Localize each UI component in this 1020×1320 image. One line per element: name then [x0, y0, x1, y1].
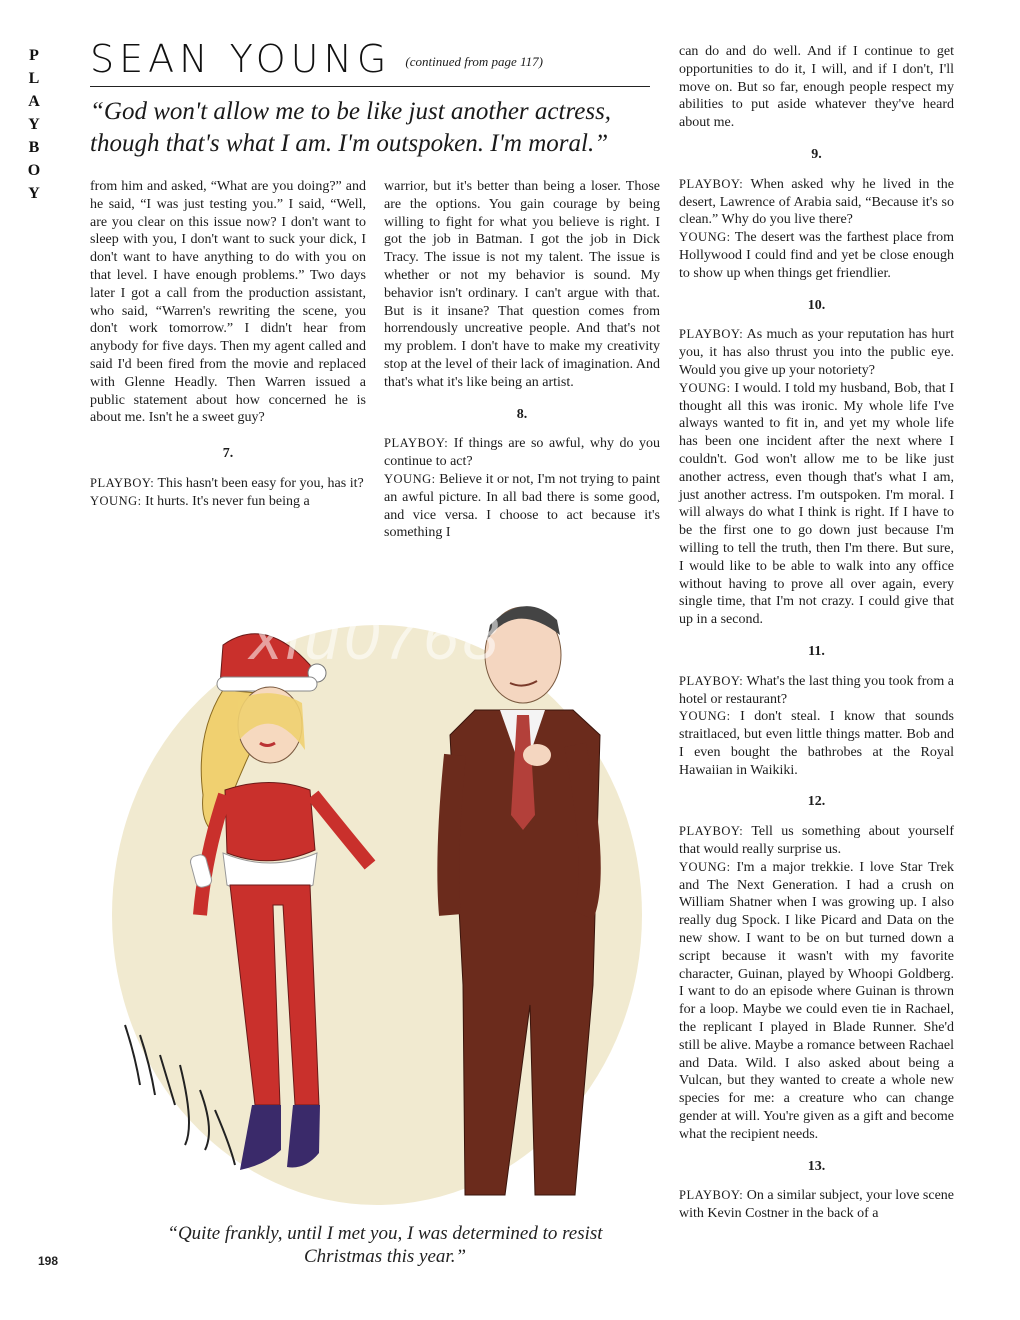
spine-letter: O [27, 162, 41, 179]
answer-text: The desert was the farthest place from Hollywood I could find and yet be close enough to show up when things get friendlier. [679, 230, 954, 281]
answer-text: It hurts. It's never fun being a [145, 493, 310, 509]
speaker-label: PLAYBOY: [679, 824, 744, 839]
question [679, 1187, 954, 1223]
headline-name: SEAN YOUNG [90, 37, 392, 81]
watermark: xiu0768 [250, 601, 503, 673]
answer-text: I would. I told my husband, Bob, that I thought all this was ironic. My whole life I've always wanted to fit in, and yet my whole life has been one incident after the next where I couldn't. God won't allow me to be like just another actress, even though that's what I am, just another actress. I'm outspoken. I'm moral. I will always do what I think is right. If I have to be the first one to go down just because I'm willing to tell the truth, then I'm there. But sure, I would like to be able to walk into any office without having to prove all over again, every single time, that I'm not crazy. I could give that up in a second. [679, 380, 955, 628]
question-text: When asked why he lived in the desert, Lawrence of Arabia said, “Because it's so clean.” Why do you live there? [679, 176, 954, 228]
speaker-label: YOUNG: [90, 493, 142, 508]
question-number: 10. [807, 297, 826, 313]
speaker-label: YOUNG: [679, 709, 731, 724]
paragraph: can do and do well. And if I continue to get opportunities to do it, I will, and if I don't, I'll move on. But so far, enough people respect my abilities to put aside whatever they've heard about me. [679, 44, 954, 131]
spine-letter: P [29, 47, 39, 64]
question-text: What's the last thing you took from a hotel or restaurant? [679, 673, 954, 707]
question-number: 9. [811, 146, 822, 162]
question [679, 326, 954, 379]
pull-quote: “God won't allow me to be like just another actress, though that's what I am. I'm outspoken. I'm moral.” [90, 98, 612, 157]
question-text: If things are so awful, why do you continue to act? [384, 436, 661, 470]
speaker-label: PLAYBOY: [384, 436, 449, 451]
question-number: 13. [807, 1158, 826, 1174]
question [384, 435, 660, 471]
question [679, 823, 954, 859]
speaker-label: YOUNG: [679, 230, 731, 245]
paragraph: from him and asked, “What are you doing?” and he said, “I was just testing you.” I said, “Well, are you clear on this issue now? I don't want to sleep with you, I don't want to suck your dick, I don't want to have anything to do with you on that level. I have enough problems.” Two days later I got a call from the production assistant, who said, “Warren's rewriting the scene, you don't work tomorrow.” I didn't hear from anybody for five days. Then my agent called and said I'd been fired from the movie and replaced with Glenne Headly. Then Warren issued a public statement about how concerned he is about me. Isn't he a sweet guy? [90, 179, 366, 426]
question-text: Tell us something about yourself that would really surprise us. [679, 824, 955, 858]
spine-letter: Y [28, 116, 40, 133]
text-column-3 [679, 43, 954, 1223]
question [90, 475, 366, 493]
paragraph: warrior, but it's better than being a loser. Those are the options. You gain courage by being willing to fight for what you believe is right. I got the job in Batman. I got the job in Dick Tracy. The issue is not my talent. The issue is whether or not my behavior is sound. My behavior isn't ordinary. I can't argue with that. But is it insane? That question comes from horrendously uncreative people. And that's not my problem. I don't have to make my creativity stop at the level of their lack of imagination. And that's what it's like being an artist. [384, 179, 660, 390]
text-column-1 [90, 178, 366, 511]
answer [679, 708, 954, 779]
cartoon-illustration [105, 585, 650, 1205]
speaker-label: YOUNG: [679, 859, 731, 874]
magazine-spine-label [22, 44, 46, 205]
answer [384, 471, 660, 542]
speaker-label: YOUNG: [679, 380, 731, 395]
article-headline [90, 36, 650, 87]
speaker-label: PLAYBOY: [679, 1188, 744, 1203]
question-number: 7. [222, 446, 234, 462]
question [679, 673, 954, 709]
speaker-label: PLAYBOY: [679, 327, 744, 342]
page-number: 198 [38, 1254, 59, 1268]
speaker-label: PLAYBOY: [679, 176, 744, 191]
question-text: As much as your reputation has hurt you, it has also thrust you into the public eye. Would you give up your notoriety? [679, 327, 954, 378]
speaker-label: PLAYBOY: [679, 673, 744, 688]
text-column-2 [384, 178, 660, 542]
spine-letter: B [28, 139, 40, 156]
question-text: On a similar subject, your love scene with Kevin Costner in the back of a [679, 1188, 955, 1222]
spine-letter: L [28, 70, 40, 87]
answer-text: Believe it or not, I'm not trying to paint an awful picture. In all bad there is some good, and vice versa. I choose to act because it's something I [384, 471, 661, 541]
cartoon-drawing [105, 585, 650, 1205]
answer [679, 229, 954, 282]
question-number: 12. [807, 794, 826, 810]
answer [90, 493, 366, 511]
cartoon-caption: “Quite frankly, until I met you, I was determined to resist Christmas this year.” [167, 1223, 603, 1267]
question-number: 8. [516, 406, 528, 422]
speaker-label: PLAYBOY: [90, 475, 155, 490]
question-number: 11. [808, 643, 825, 659]
answer-text: I'm a major trekkie. I love Star Trek and The Next Generation. I had a crush on William Shatner when I was growing up. I also really dug Spock. I like Picard and Data on the new show. I want to be on but turned down a script because it wasn't with my favorite character, Guinan, played by Whoopi Goldberg. I want to do an episode where Guinan is thrown for a loop. Maybe we could even tie in Rachael, the replicant I played in Blade Runner. She'd still be alive. Maybe a romance between Rachael and Data. Wild. I also asked about being a Vulcan, but they wanted to create a whole new species for me: a creature who can change gender at will. You're given as a gift and become what the recipient needs. [679, 859, 955, 1142]
answer [679, 859, 954, 1144]
speaker-label: YOUNG: [384, 471, 436, 486]
answer [679, 380, 954, 629]
question [679, 176, 954, 229]
spine-letter: A [28, 93, 40, 110]
continued-note: (continued from page 117) [405, 54, 543, 69]
answer-text: I don't steal. I know that sounds straitlaced, but even little things matter. Bob and I even bought the bathrobes at the Royal Hawaiian in Waikiki. [679, 709, 954, 778]
question-text: This hasn't been easy for you, has it? [157, 475, 364, 491]
spine-letter: Y [28, 185, 40, 202]
